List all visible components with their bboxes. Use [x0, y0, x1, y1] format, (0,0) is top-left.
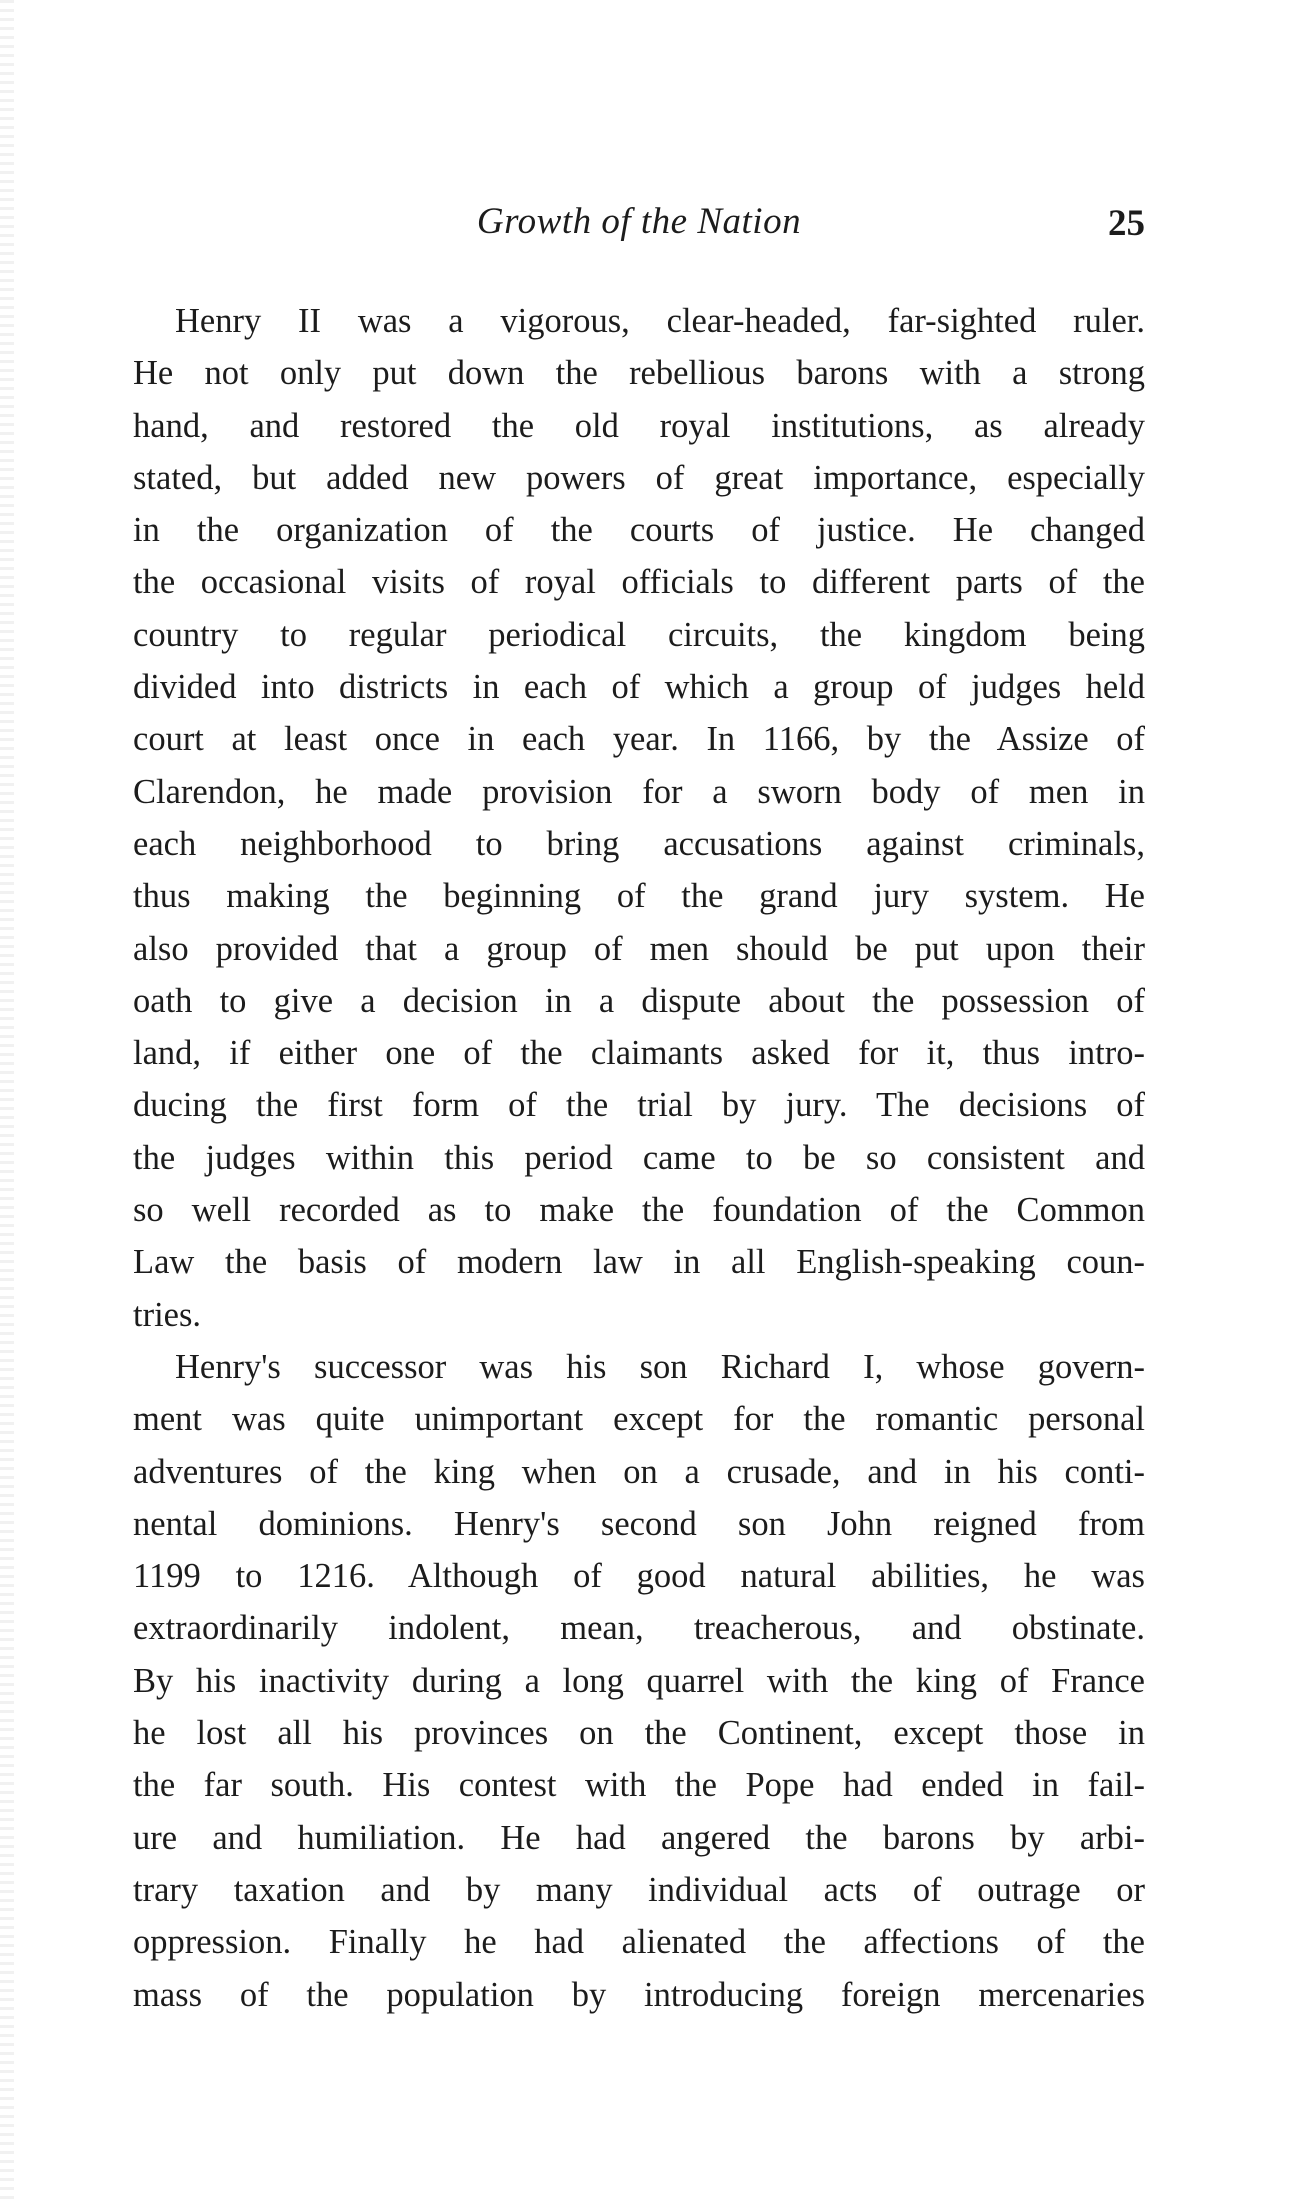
running-head: [133, 200, 1145, 256]
body-text: [133, 295, 1145, 2021]
text-line: He not only put down the rebellious barons with a strong: [133, 354, 1145, 393]
text-line: trary taxation and by many individual acts of outrage or: [133, 1870, 1145, 1909]
text-line: court at least once in each year. In 1166, by the Assize of: [133, 720, 1145, 759]
text-line: he lost all his provinces on the Continent, except those in: [133, 1714, 1145, 1753]
text-line: ment was quite unimportant except for the romantic personal: [133, 1400, 1145, 1439]
text-line: the far south. His contest with the Pope had ended in fail-: [133, 1766, 1145, 1805]
text-line: 1199 to 1216. Although of good natural abilities, he was: [133, 1557, 1145, 1596]
text-line: oppression. Finally he had alienated the affections of the: [133, 1923, 1145, 1962]
text-line: stated, but added new powers of great importance, especially: [133, 458, 1145, 497]
text-line: oath to give a decision in a dispute about the possession of: [133, 981, 1145, 1020]
text-line: Henry's successor was his son Richard I, whose govern-: [175, 1347, 1145, 1386]
page-edge-shadow: [0, 0, 14, 2200]
text-line: divided into districts in each of which a group of judges held: [133, 668, 1145, 707]
text-line: adventures of the king when on a crusade, and in his conti-: [133, 1452, 1145, 1491]
paragraph: [133, 295, 1145, 1341]
text-line: also provided that a group of men should be put upon their: [133, 929, 1145, 968]
running-title: Growth of the Nation: [476, 201, 802, 242]
text-line: country to regular periodical circuits, the kingdom being: [133, 615, 1145, 654]
text-line: extraordinarily indolent, mean, treacherous, and obstinate.: [133, 1609, 1145, 1648]
text-line: in the organization of the courts of justice. He changed: [133, 511, 1145, 550]
text-line: so well recorded as to make the foundation of the Common: [133, 1191, 1145, 1230]
text-line: tries.: [133, 1295, 202, 1334]
text-line: the judges within this period came to be so consistent and: [133, 1138, 1145, 1177]
text-line: the occasional visits of royal officials to different parts of the: [133, 563, 1145, 602]
text-line: By his inactivity during a long quarrel with the king of France: [133, 1661, 1145, 1700]
text-line: Clarendon, he made provision for a sworn body of men in: [133, 772, 1145, 811]
text-line: Law the basis of modern law in all English-speaking coun-: [133, 1243, 1145, 1282]
text-line: each neighborhood to bring accusations against criminals,: [133, 824, 1145, 863]
text-line: nental dominions. Henry's second son John reigned from: [133, 1504, 1145, 1543]
text-line: thus making the beginning of the grand jury system. He: [133, 877, 1145, 916]
text-line: mass of the population by introducing foreign mercenaries: [133, 1975, 1145, 2014]
page-number: 25: [1108, 203, 1145, 244]
text-line: land, if either one of the claimants asked for it, thus intro-: [133, 1034, 1145, 1073]
text-line: Henry II was a vigorous, clear-headed, far-sighted ruler.: [175, 302, 1145, 340]
text-line: ure and humiliation. He had angered the barons by arbi-: [133, 1818, 1145, 1857]
text-line: ducing the first form of the trial by jury. The decisions of: [133, 1086, 1145, 1125]
paragraph: [133, 1341, 1145, 2021]
text-line: hand, and restored the old royal institutions, as already: [133, 406, 1145, 445]
